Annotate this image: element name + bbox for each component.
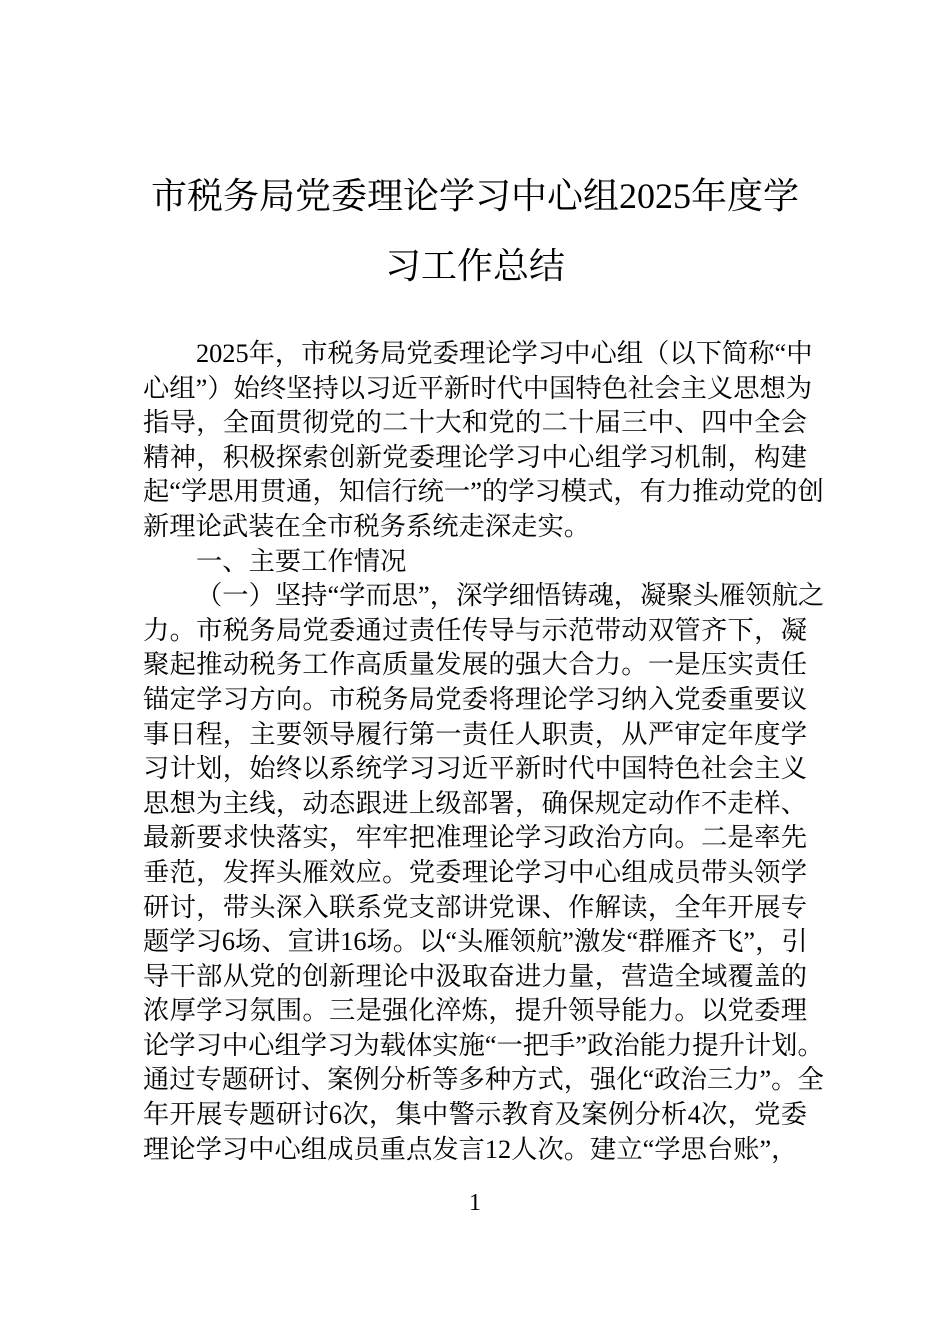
text-line: 垂范，发挥头雁效应。党委理论学习中心组成员带头领学 xyxy=(143,857,807,887)
text-line: 习计划，始终以系统学习习近平新时代中国特色社会主义 xyxy=(143,754,807,784)
text-line: 聚起推动税务工作高质量发展的强大合力。一是压实责任 xyxy=(143,650,807,680)
text-line: 力。市税务局党委通过责任传导与示范带动双管齐下，凝 xyxy=(143,615,807,645)
text-line: 思想为主线，动态跟进上级部署，确保规定动作不走样、 xyxy=(143,788,807,818)
text-line: 2025年，市税务局党委理论学习中心组（以下简称“中 xyxy=(196,339,813,368)
page-number: 1 xyxy=(469,1190,481,1216)
text-line: 指导，全面贯彻党的二十大和党的二十届三中、四中全会 xyxy=(143,408,807,438)
document-body xyxy=(143,337,825,1167)
text-line: 通过专题研讨、案例分析等多种方式，强化“政治三力”。全 xyxy=(143,1065,824,1095)
text-line: 锚定学习方向。市税务局党委将理论学习纳入党委重要议 xyxy=(143,684,807,714)
text-line: 论学习中心组学习为载体实施“一把手”政治能力提升计划。 xyxy=(143,1030,824,1060)
section-heading xyxy=(143,545,807,580)
text-line: 精神，积极探索创新党委理论学习中心组学习机制，构建 xyxy=(143,442,807,472)
text-line: 理论学习中心组成员重点发言12人次。建立“学思台账”， xyxy=(143,1134,798,1164)
text-line: 题学习6场、宣讲16场。以“头雁领航”激发“群雁齐飞”，引 xyxy=(143,927,808,957)
text-line: 最新要求快落实，牢牢把准理论学习政治方向。二是率先 xyxy=(143,823,807,853)
text-line: 新理论武装在全市税务系统走深走实。 xyxy=(143,511,591,541)
text-line: 一、主要工作情况 xyxy=(196,546,407,576)
document-title-line-1: 市税务局党委理论学习中心组2025年度学 xyxy=(150,176,799,216)
text-line: 研讨，带头深入联系党支部讲党课、作解读，全年开展专 xyxy=(143,892,807,922)
paragraph xyxy=(143,337,824,545)
document-title-line-2: 习工作总结 xyxy=(384,246,565,286)
text-line: 起“学思用贯通，知信行统一”的学习模式，有力推动党的创 xyxy=(143,477,824,507)
text-line: 导干部从党的创新理论中汲取奋进力量，营造全域覆盖的 xyxy=(143,961,807,991)
text-line: 事日程，主要领导履行第一责任人职责，从严审定年度学 xyxy=(143,719,807,749)
text-line: 心组”）始终坚持以习近平新时代中国特色社会主义思想为 xyxy=(143,373,813,403)
paragraph xyxy=(143,579,825,1167)
text-line: （一）坚持“学而思”，深学细悟铸魂，凝聚头雁领航之 xyxy=(196,581,825,611)
text-line: 年开展专题研讨6次，集中警示教育及案例分析4次，党委 xyxy=(143,1100,807,1130)
text-line: 浓厚学习氛围。三是强化淬炼，提升领导能力。以党委理 xyxy=(143,996,807,1026)
